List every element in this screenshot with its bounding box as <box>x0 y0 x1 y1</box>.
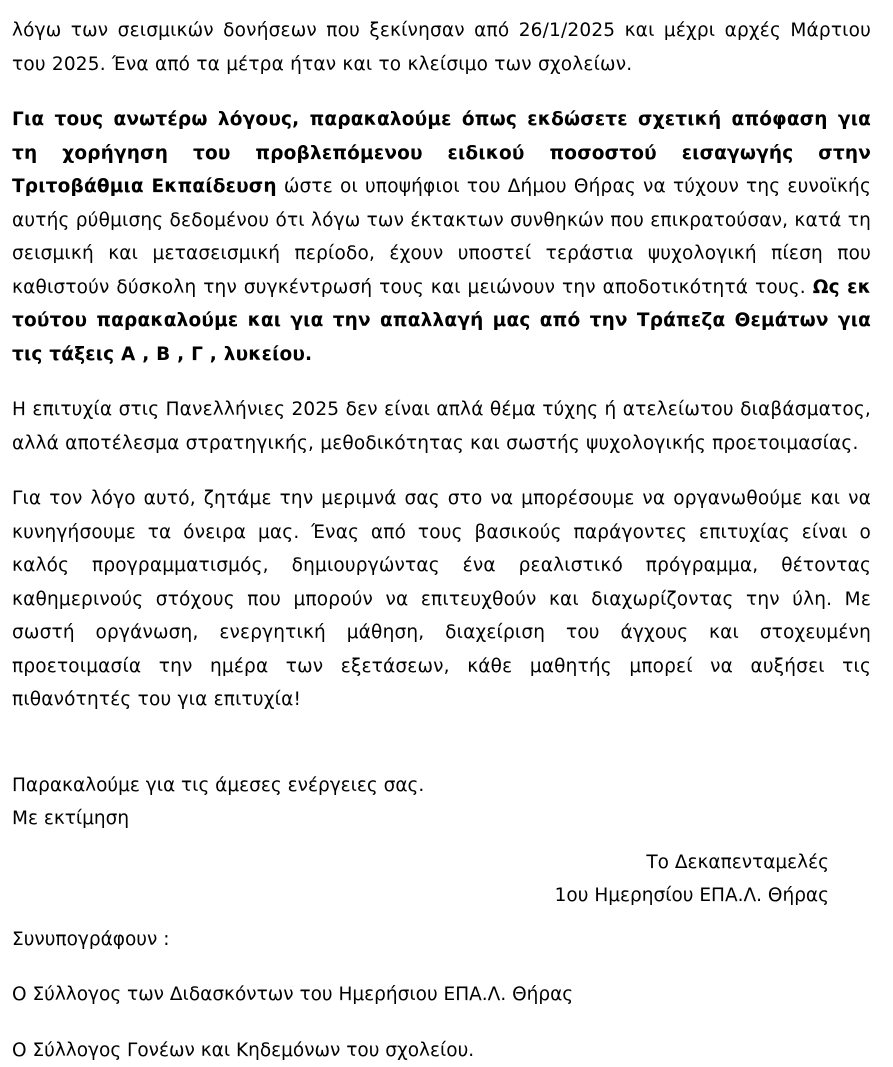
cosigner-teachers-association: Ο Σύλλογος των Διδασκόντων του Ημερήσιου ΕΠΑ.Λ. Θήρας <box>12 978 871 1012</box>
paragraph-continuation: λόγω των σεισμικών δονήσεων που ξεκίνησαν από 26/1/2025 και μέχρι αρχές Μάρτιου του 2025. Ένα από τα μέτρα ήταν και το κλείσιμο των σχολείων. <box>12 14 871 81</box>
paragraph-request <box>12 103 871 371</box>
request-bold-tail: Ως εκ τούτου παρακαλούμε και για την απαλλαγή μας από την Τράπεζα Θεμάτων για τις τάξεις Α , Β , Γ , λυκείου. <box>12 277 871 365</box>
request-bold-lead: Για τους ανωτέρω λόγους, παρακαλούμε όπως εκδώσετε σχετική απόφαση για τη χορήγηση του προβλεπόμενου ειδικού ποσοστού εισαγωγής στην Τριτοβάθμια Εκπαίδευση <box>12 109 871 197</box>
signature-line-committee: Το Δεκαπενταμελές <box>12 846 871 880</box>
closing-spacer <box>12 739 871 769</box>
signature-line-school: 1ου Ημερησίου ΕΠΑ.Λ. Θήρας <box>12 879 871 913</box>
request-normal-middle: ώστε οι υποψήφιοι του Δήμου Θήρας να τύχουν της ευνοϊκής αυτής ρύθμισης δεδομένου ότι λόγω των έκτακτων συνθηκών που επικρατούσαν, κατά τη σεισμική και μετασεισμική περίοδο, έχουν υποστεί τεράστια ψυχολογική πίεση που καθιστούν δύσκολη την συγκέντρωσή τους και μειώνουν την αποδοτικότητά τους. <box>12 176 871 298</box>
cosigners-spacer <box>12 913 871 923</box>
paragraph-success: Η επιτυχία στις Πανελλήνιες 2025 δεν είναι απλά θέμα τύχης ή ατελείωτου διαβάσματος, αλλά αποτέλεσμα στρατηγικής, μεθοδικότητας και σωστής ψυχολογικής προετοιμασίας. <box>12 393 871 460</box>
cosigners-heading: Συνυπογράφουν : <box>12 923 871 957</box>
cosigner-gap-1 <box>12 956 871 978</box>
signature-spacer <box>12 836 871 846</box>
cosigner-gap-2 <box>12 1012 871 1034</box>
closing-regards-line: Με εκτίμηση <box>12 802 871 836</box>
paragraph-planning: Για τον λόγο αυτό, ζητάμε την μεριμνά σας στο να μπορέσουμε να οργανωθούμε και να κυνηγήσουμε τα όνειρα μας. Ένας από τους βασικούς παράγοντες επιτυχίας είναι ο καλός προγραμματισμός, δημιουργώντας ένα ρεαλιστικό πρόγραμμα, θέτοντας καθημερινούς στόχους που μπορούν να επιτευχθούν και διαχωρίζοντας την ύλη. Με σωστή οργάνωση, ενεργητική μάθηση, διαχείριση του άγχους και στοχευμένη προετοιμασία την ημέρα των εξετάσεων, κάθε μαθητής μπορεί να αυξήσει τις πιθανότητές του για επιτυχία! <box>12 482 871 717</box>
cosigner-parents-association: Ο Σύλλογος Γονέων και Κηδεμόνων του σχολείου. <box>12 1034 871 1067</box>
closing-request-line: Παρακαλούμε για τις άμεσες ενέργειες σας. <box>12 769 871 803</box>
